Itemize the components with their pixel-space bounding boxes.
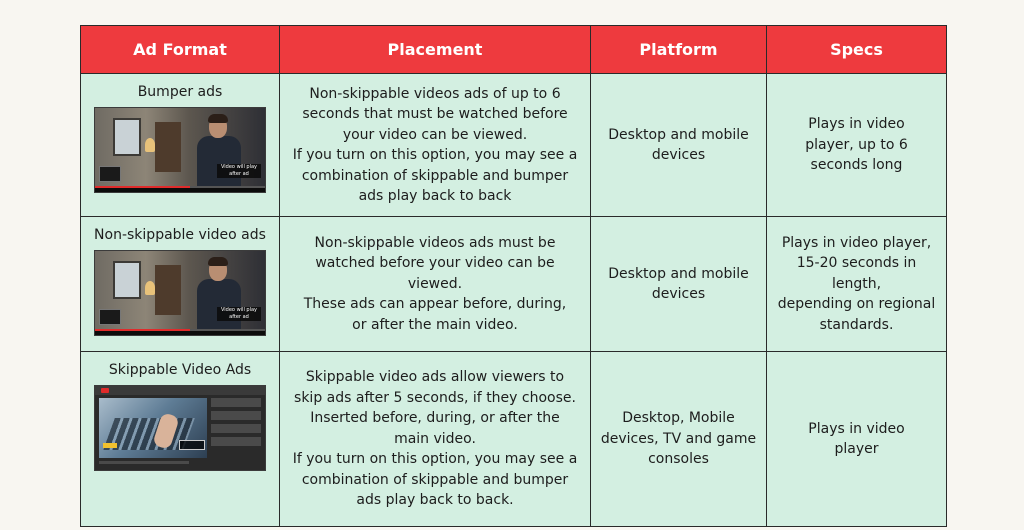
- text-line: devices, TV and game: [600, 430, 757, 447]
- text-line: skip ads after 5 seconds, if they choose.: [294, 389, 576, 406]
- text-line: watched before your video can be: [315, 255, 555, 272]
- platform-cell: [591, 352, 767, 527]
- ad-formats-table: [80, 25, 947, 527]
- text-line: If you turn on this option, you may see a: [292, 451, 578, 468]
- text-line: Non-skippable videos ads must be: [314, 234, 556, 251]
- text-line: Plays in video player,: [781, 234, 932, 251]
- placement-cell: [280, 74, 591, 217]
- text-line: These ads can appear before, during,: [303, 296, 567, 313]
- header-platform: Platform: [591, 26, 767, 74]
- text-line: Desktop, Mobile: [622, 410, 735, 427]
- text-line: devices: [651, 286, 706, 302]
- text-line: combination of skippable and bumper: [301, 471, 569, 488]
- ad-format-cell: [81, 352, 280, 527]
- text-line: seconds long: [810, 157, 903, 174]
- specs-cell: [767, 352, 947, 527]
- text-line: standards.: [819, 316, 894, 333]
- text-line: If you turn on this option, you may see a: [292, 147, 578, 163]
- header-specs: Specs: [767, 26, 947, 74]
- text-line: Plays in video: [808, 420, 905, 437]
- table-row: [81, 217, 947, 352]
- text-line: consoles: [648, 451, 709, 468]
- text-line: your video can be viewed.: [342, 126, 528, 143]
- text-line: seconds that must be watched before: [302, 106, 568, 122]
- text-line: devices: [651, 147, 706, 163]
- video-thumbnail-icon: [94, 250, 266, 336]
- text-line: Desktop and mobile: [608, 265, 749, 282]
- text-line: player, up to 6: [805, 136, 908, 153]
- ad-format-cell: [81, 74, 280, 217]
- table-row: [81, 352, 947, 527]
- text-line: Skippable video ads allow viewers to: [305, 369, 565, 386]
- text-line: Plays in video: [808, 116, 905, 133]
- header-row: [81, 26, 947, 74]
- header-ad-format: Ad Format: [81, 26, 280, 74]
- specs-cell: [767, 74, 947, 217]
- placement-cell: [280, 217, 591, 352]
- ad-format-name: Skippable Video Ads: [108, 362, 252, 378]
- text-line: combination of skippable and bumper: [301, 167, 569, 184]
- ad-format-cell: [81, 217, 280, 352]
- placement-cell: [280, 352, 591, 527]
- text-line: ads play back to back: [358, 188, 512, 204]
- youtube-player-thumbnail-icon: [94, 385, 266, 471]
- text-line: 15-20 seconds in: [796, 255, 917, 272]
- text-line: Inserted before, during, or after the: [310, 410, 560, 427]
- header-placement: Placement: [280, 26, 591, 74]
- table-row: [81, 74, 947, 217]
- platform-cell: [591, 74, 767, 217]
- text-line: ads play back to back.: [356, 492, 514, 509]
- text-line: length,: [831, 275, 882, 292]
- text-line: Desktop and mobile: [608, 126, 749, 143]
- ad-format-name: Non-skippable video ads: [94, 227, 266, 243]
- text-line: player: [834, 441, 879, 457]
- video-thumbnail-icon: [94, 107, 266, 193]
- ad-overlay-label: Video will play after ad: [217, 307, 261, 321]
- text-line: or after the main video.: [352, 316, 518, 333]
- text-line: main video.: [394, 430, 476, 447]
- specs-cell: [767, 217, 947, 352]
- ad-overlay-label: Video will play after ad: [217, 164, 261, 178]
- text-line: depending on regional: [777, 296, 936, 313]
- text-line: viewed.: [407, 275, 463, 292]
- ad-format-name: Bumper ads: [137, 84, 223, 100]
- platform-cell: [591, 217, 767, 352]
- text-line: Non-skippable videos ads of up to 6: [309, 85, 561, 102]
